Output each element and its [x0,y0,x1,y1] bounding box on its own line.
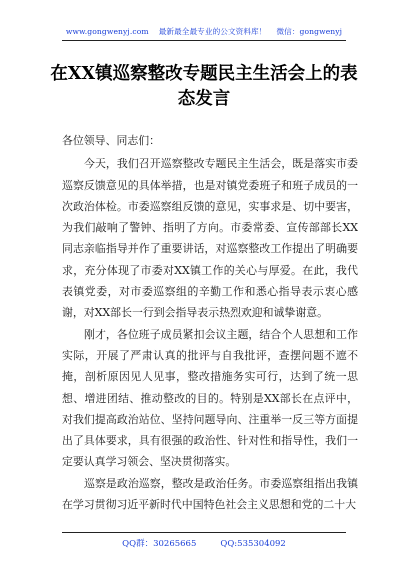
wechat-id: 微信：gongwenyj [276,27,343,36]
page-footer [0,537,408,549]
qq-group: QQ群：30265665 [122,539,197,549]
document-body [62,130,358,515]
site-url: www.gongwenyj.com [65,27,149,36]
greeting: 各位领导、同志们： [62,134,161,147]
footer-divider [62,532,346,533]
paragraph: 巡察是政治巡察，整改是政治任务。市委巡察组指出我镇在学习贯彻习近平新时代中国特色社会主义思想和党的二十大 [62,476,358,512]
header-slogan: 最新最全最专业的公文资料库！ [158,27,267,36]
qq-number: QQ:535304092 [220,539,286,549]
paragraph: 今天，我们召开巡察整改专题民主生活会，既是落实市委巡察反馈意见的具体举措，也是对镇党委班子和班子成员的一次政治体检。市委巡察组反馈的意见，实事求是、切中要害，为我们敲响了警钟、指明了方向。市委常委、宣传部部长XX同志亲临指导并作了重要讲话，对巡察整改工作提出了明确要求，充分体现了市委对XX镇工作的关心与厚爱。在此，我代表镇党委，对市委巡察组的辛勤工作和悉心指导表示衷心感谢，对XX部长一行到会指导表示热烈欢迎和诚挚谢意。 [62,157,358,320]
page-header [0,26,408,37]
paragraph: 刚才，各位班子成员紧扣会议主题，结合个人思想和工作实际，开展了严肃认真的批评与自我批评，查摆问题不遮不掩，剖析原因见人见事，整改措施务实可行，达到了统一思想、增进团结、推动整改的目的。特别是XX部长在点评中，对我们提高政治站位、坚持问题导向、注重举一反三等方面提出了具体要求，具有很强的政治性、针对性和指导性，我们一定要认真学习领会、坚决贯彻落实。 [62,327,358,469]
document-title: 在XX镇巡察整改专题民主生活会上的表态发言 [50,64,358,109]
header-divider [62,40,346,41]
